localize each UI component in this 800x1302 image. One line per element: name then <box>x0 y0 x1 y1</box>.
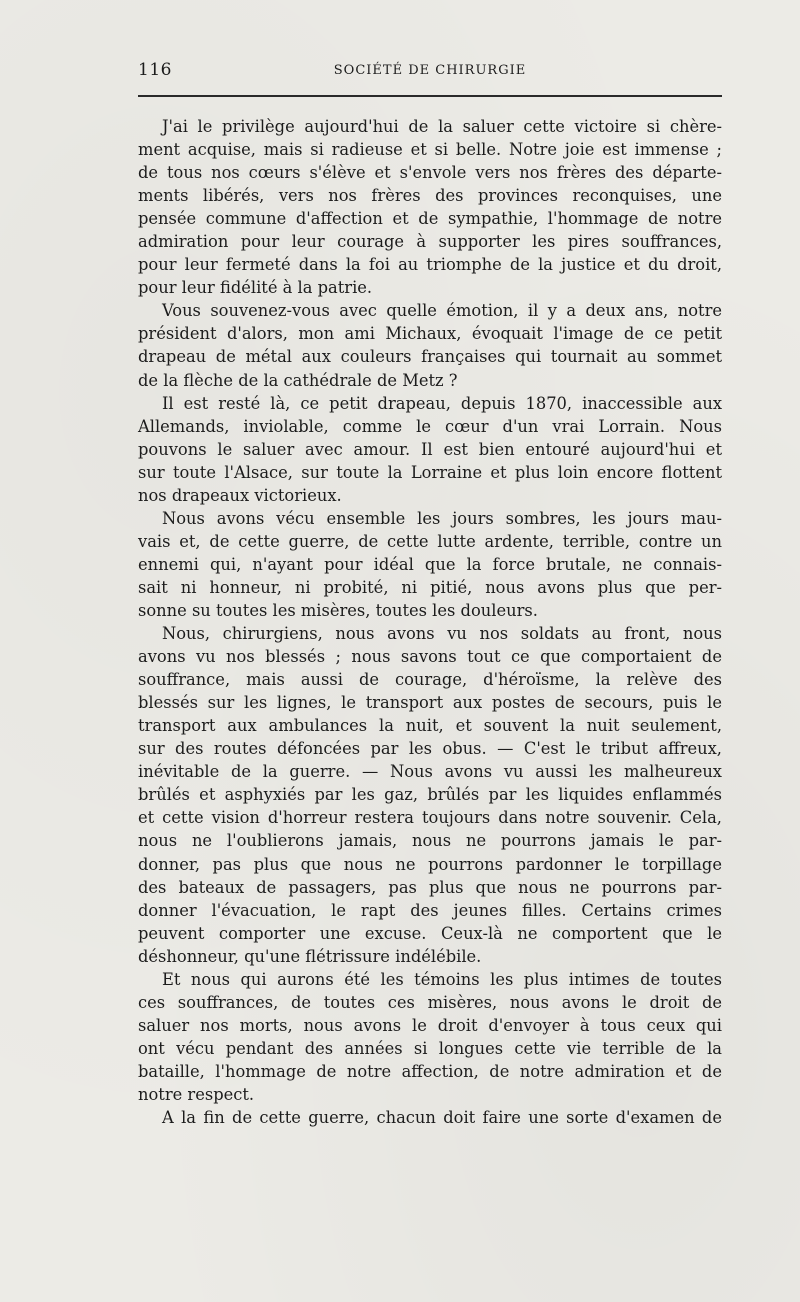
text-line: Nous avons vécu ensemble les jours sombres, les jours mau- <box>162 508 722 528</box>
text-line: peuvent comporter une excuse. Ceux-là ne comportent que le <box>138 923 722 943</box>
text-line: vais et, de cette guerre, de cette lutte ardente, terrible, contre un <box>138 531 722 551</box>
text-line: saluer nos morts, nous avons le droit d'envoyer à tous ceux qui <box>138 1015 722 1035</box>
text-line: des bateaux de passagers, pas plus que nous ne pourrons par- <box>138 877 722 897</box>
text-line: ces souffrances, de toutes ces misères, nous avons le droit de <box>138 992 722 1012</box>
text-line: souffrance, mais aussi de courage, d'héroïsme, la relève des <box>138 670 722 690</box>
text-line: de tous nos cœurs s'élève et s'envole vers nos frères des départe- <box>138 163 722 183</box>
text-line: ments libérés, vers nos frères des provinces reconquises, une <box>138 186 722 206</box>
paragraph <box>138 115 722 299</box>
paragraph <box>138 622 722 968</box>
text-line: sait ni honneur, ni probité, ni pitié, nous avons plus que per- <box>138 577 722 597</box>
text-line: blessés sur les lignes, le transport aux postes de secours, puis le <box>138 693 722 713</box>
paragraph <box>138 392 722 507</box>
text-line: pouvons le saluer avec amour. Il est bien entouré aujourd'hui et <box>138 439 722 459</box>
body-text <box>138 115 722 1129</box>
text-line: ennemi qui, n'ayant pour idéal que la force brutale, ne connais- <box>138 554 722 574</box>
text-line: inévitable de la guerre. — Nous avons vu aussi les malheureux <box>138 762 722 782</box>
text-line: Vous souvenez-vous avec quelle émotion, il y a deux ans, notre <box>162 301 722 321</box>
text-line: avons vu nos blessés ; nous savons tout ce que comportaient de <box>138 647 722 667</box>
text-line: nous ne l'oublierons jamais, nous ne pourrons jamais le par- <box>138 831 722 851</box>
paragraph <box>138 1106 722 1129</box>
text-line: pensée commune d'affection et de sympathie, l'hommage de notre <box>138 209 722 229</box>
page-number: 116 <box>138 60 172 80</box>
text-line: donner, pas plus que nous ne pourrons pardonner le torpillage <box>138 854 722 874</box>
text-line: drapeau de métal aux couleurs françaises qui tournait au sommet <box>138 347 722 367</box>
text-line: donner l'évacuation, le rapt des jeunes filles. Certains crimes <box>138 900 722 920</box>
text-line: ment acquise, mais si radieuse et si belle. Notre joie est immense ; <box>138 140 722 160</box>
text-line: bataille, l'hommage de notre affection, de notre admiration et de <box>138 1061 722 1081</box>
page-header <box>138 60 722 86</box>
text-line: de la flèche de la cathédrale de Metz ? <box>138 370 458 390</box>
text-line: sur toute l'Alsace, sur toute la Lorraine et plus loin encore flottent <box>138 462 722 482</box>
text-line: transport aux ambulances la nuit, et souvent la nuit seulement, <box>138 716 722 736</box>
text-line: pour leur fidélité à la patrie. <box>138 278 373 298</box>
text-line: J'ai le privilège aujourd'hui de la saluer cette victoire si chère- <box>162 117 722 136</box>
text-line: déshonneur, qu'une flétrissure indélébile. <box>138 946 482 966</box>
text-line: admiration pour leur courage à supporter les pires souffrances, <box>138 232 722 252</box>
text-line: et cette vision d'horreur restera toujours dans notre souvenir. Cela, <box>138 808 722 828</box>
text-line: Allemands, inviolable, comme le cœur d'un vrai Lorrain. Nous <box>138 416 722 436</box>
text-line: ont vécu pendant des années si longues cette vie terrible de la <box>138 1038 722 1058</box>
header-rule <box>138 95 722 97</box>
text-line: Et nous qui aurons été les témoins les plus intimes de toutes <box>162 969 722 989</box>
paragraph <box>138 968 722 1106</box>
running-title: SOCIÉTÉ DE CHIRURGIE <box>333 63 527 78</box>
text-line: notre respect. <box>138 1084 255 1104</box>
text-line: Il est resté là, ce petit drapeau, depuis 1870, inaccessible aux <box>162 393 722 413</box>
text-line: Nous, chirurgiens, nous avons vu nos soldats au front, nous <box>162 624 722 644</box>
text-line: nos drapeaux victorieux. <box>138 485 342 505</box>
text-line: sonne su toutes les misères, toutes les douleurs. <box>138 600 538 620</box>
text-line: président d'alors, mon ami Michaux, évoquait l'image de ce petit <box>138 324 722 344</box>
text-line: pour leur fermeté dans la foi au triomphe de la justice et du droit, <box>138 255 722 275</box>
paragraph <box>138 299 722 391</box>
text-line: brûlés et asphyxiés par les gaz, brûlés par les liquides enflammés <box>138 785 722 805</box>
text-line: A la fin de cette guerre, chacun doit faire une sorte d'examen de <box>162 1108 722 1128</box>
text-line: sur des routes défoncées par les obus. — C'est le tribut affreux, <box>138 739 722 759</box>
paragraph <box>138 507 722 622</box>
